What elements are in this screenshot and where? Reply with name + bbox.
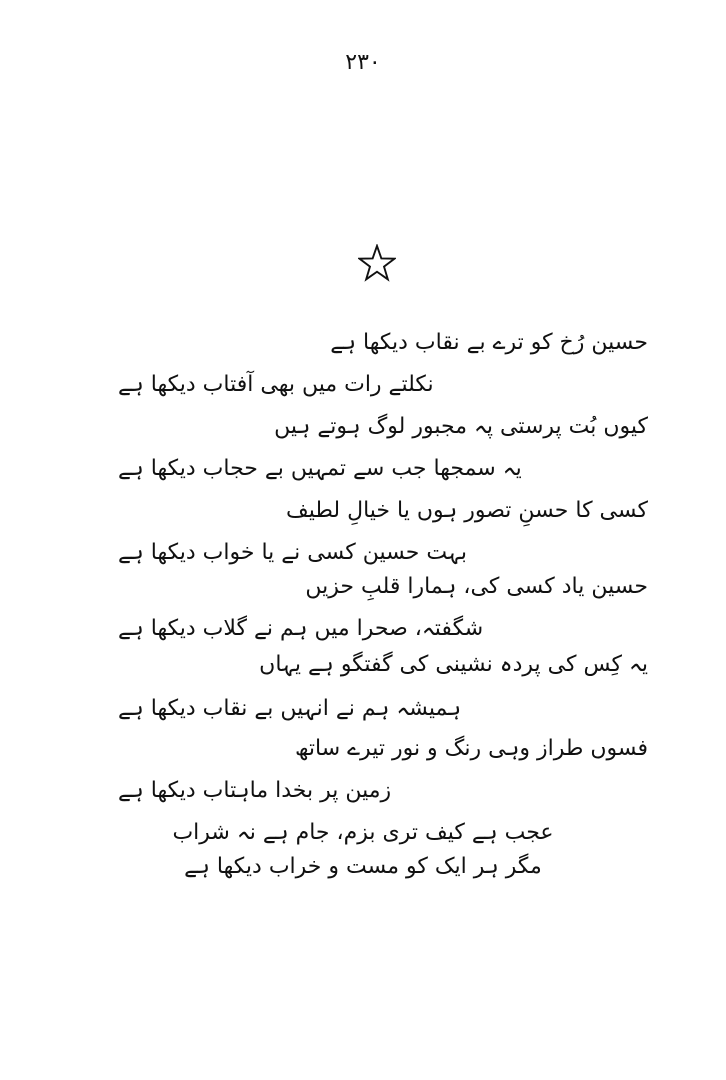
verse-line: ہمیشہ ہم نے انہیں بے نقاب دیکھا ہے xyxy=(118,696,462,721)
page-number: ۲۳۰ xyxy=(345,50,381,75)
verse-line: یہ کِس کی پردہ نشینی کی گفتگو ہے یہاں xyxy=(259,652,648,677)
verse-line: بہت حسین کسی نے یا خواب دیکھا ہے xyxy=(118,540,467,565)
verse-line: فسوں طراز وہی رنگ و نور تیرے ساتھ xyxy=(295,736,648,761)
verse-line: زمین پر بخدا ماہتاب دیکھا ہے xyxy=(118,778,392,803)
verse-line: شگفتہ، صحرا میں ہم نے گلاب دیکھا ہے xyxy=(118,616,484,641)
closing-couplet-line: مگر ہر ایک کو مست و خراب دیکھا ہے xyxy=(184,854,542,879)
closing-couplet-line: عجب ہے کیف تری بزم، جام ہے نہ شراب xyxy=(172,820,554,845)
verse-line: کیوں بُت پرستی پہ مجبور لوگ ہوتے ہیں xyxy=(274,414,648,439)
verse-line: حسین یاد کسی کی، ہمارا قلبِ حزیں xyxy=(305,574,648,599)
verse-line: حسین رُخ کو ترے بے نقاب دیکھا ہے xyxy=(330,330,648,355)
verse-line: کسی کا حسنِ تصور ہوں یا خیالِ لطیف xyxy=(285,498,648,523)
verse-line: نکلتے رات میں بھی آفتاب دیکھا ہے xyxy=(118,372,434,397)
verse-line: یہ سمجھا جب سے تمہیں بے حجاب دیکھا ہے xyxy=(118,456,522,481)
star-icon xyxy=(358,244,396,282)
